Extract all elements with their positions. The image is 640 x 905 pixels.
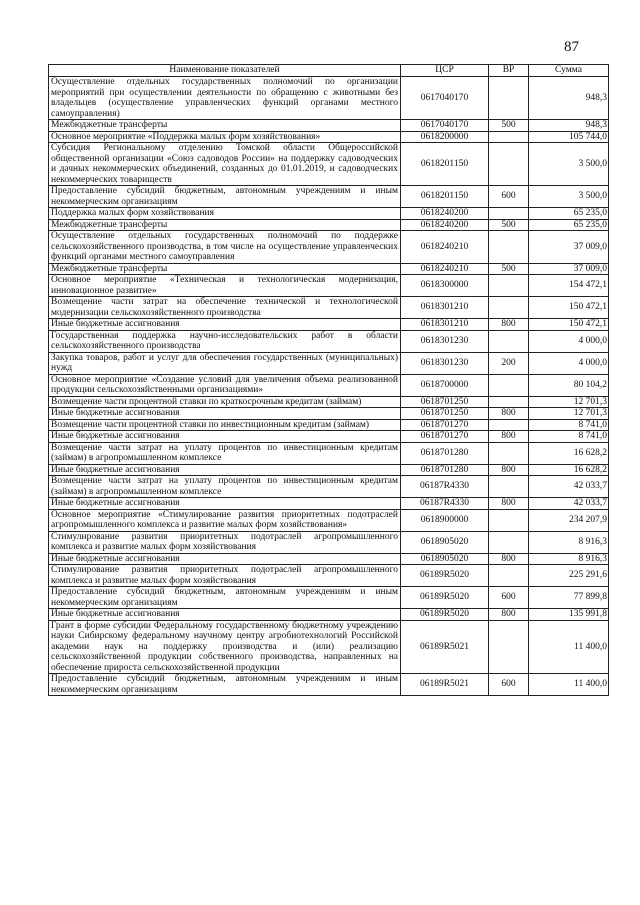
table-row [49, 553, 609, 565]
cell-name: Осуществление отдельных государственных полномочий по поддержке сельскохозяйственного производства, в том числе на осуществление управленческих функций органами местного самоуправления [49, 231, 401, 264]
table-row [49, 263, 609, 275]
cell-csr: 0618905020 [401, 531, 489, 553]
cell-sum: 80 104,2 [529, 374, 609, 396]
cell-vr [489, 442, 529, 464]
cell-sum: 154 472,1 [529, 275, 609, 297]
table-row [49, 396, 609, 408]
cell-csr: 06189R5020 [401, 565, 489, 587]
cell-name: Государственная поддержка научно-исследовательских работ в области сельскохозяйственного производства [49, 330, 401, 352]
cell-vr: 500 [489, 263, 529, 275]
cell-vr [489, 231, 529, 264]
table-row [49, 319, 609, 331]
cell-csr: 0618201150 [401, 143, 489, 186]
cell-csr: 06187R4330 [401, 476, 489, 498]
cell-vr: 800 [489, 319, 529, 331]
cell-csr: 0618240210 [401, 263, 489, 275]
cell-csr: 0618240210 [401, 231, 489, 264]
cell-name: Иные бюджетные ассигнования [49, 431, 401, 443]
cell-vr [489, 208, 529, 220]
cell-csr: 06189R5020 [401, 609, 489, 621]
cell-name: Предоставление субсидий бюджетным, автономным учреждениям и иным некоммерческим организациям [49, 186, 401, 208]
cell-sum: 3 500,0 [529, 143, 609, 186]
cell-name: Иные бюджетные ассигнования [49, 319, 401, 331]
page-number: 87 [564, 39, 579, 55]
table-row [49, 297, 609, 319]
table-row [49, 408, 609, 420]
cell-sum: 4 000,0 [529, 330, 609, 352]
cell-csr: 06187R4330 [401, 498, 489, 510]
cell-csr: 0618701270 [401, 419, 489, 431]
cell-name: Осуществление отдельных государственных полномочий по организации мероприятий при осуществлении деятельности по обращению с животными без владельцев (осуществление управленческих функций органами местного самоуправления) [49, 77, 401, 120]
table-row [49, 219, 609, 231]
cell-name: Межбюджетные трансферты [49, 263, 401, 275]
cell-csr: 0618900000 [401, 509, 489, 531]
cell-sum: 11 400,0 [529, 674, 609, 696]
table-row [49, 131, 609, 143]
table-row [49, 431, 609, 443]
table-row [49, 275, 609, 297]
table-row [49, 498, 609, 510]
cell-vr: 800 [489, 553, 529, 565]
table-row [49, 77, 609, 120]
table-row [49, 620, 609, 674]
cell-vr [489, 275, 529, 297]
budget-table [48, 64, 609, 696]
cell-csr: 0618200000 [401, 131, 489, 143]
cell-csr: 0618701280 [401, 442, 489, 464]
cell-csr: 0618301230 [401, 330, 489, 352]
cell-csr: 0618701250 [401, 396, 489, 408]
cell-sum: 12 701,3 [529, 396, 609, 408]
cell-name: Иные бюджетные ассигнования [49, 553, 401, 565]
header-csr: ЦСР [401, 65, 489, 77]
cell-vr [489, 143, 529, 186]
table-body [49, 77, 609, 696]
cell-csr: 0618701250 [401, 408, 489, 420]
cell-sum: 77 899,8 [529, 587, 609, 609]
cell-sum: 8 741,0 [529, 431, 609, 443]
header-vr: ВР [489, 65, 529, 77]
cell-sum: 135 991,8 [529, 609, 609, 621]
table-row [49, 464, 609, 476]
cell-name: Основное мероприятие «Техническая и технологическая модернизация, инновационное развитие» [49, 275, 401, 297]
cell-vr [489, 509, 529, 531]
cell-csr: 0618301230 [401, 352, 489, 374]
cell-name: Возмещение части процентной ставки по краткосрочным кредитам (займам) [49, 396, 401, 408]
cell-sum: 105 744,0 [529, 131, 609, 143]
table-row [49, 587, 609, 609]
cell-csr: 0618240200 [401, 208, 489, 220]
cell-name: Грант в форме субсидии Федеральному государственному бюджетному учреждению науки Сибирскому федеральному научному центру агробиотехнологий Российской академии наук на поддержку производства и (или) реализацию сельскохозяйственной продукции собственного производства, направленных на обеспечение прироста сельскохозяйственной продукции [49, 620, 401, 674]
cell-vr: 800 [489, 431, 529, 443]
cell-vr [489, 531, 529, 553]
table-row [49, 509, 609, 531]
cell-vr: 600 [489, 674, 529, 696]
cell-sum: 8 916,3 [529, 553, 609, 565]
cell-vr [489, 565, 529, 587]
cell-csr: 06189R5021 [401, 674, 489, 696]
cell-sum: 948,3 [529, 120, 609, 132]
cell-vr: 800 [489, 408, 529, 420]
cell-csr: 06189R5020 [401, 587, 489, 609]
table-row [49, 565, 609, 587]
cell-sum: 42 033,7 [529, 476, 609, 498]
cell-vr [489, 131, 529, 143]
cell-csr: 0618700000 [401, 374, 489, 396]
cell-name: Стимулирование развития приоритетных подотраслей агропромышленного комплекса и развитие малых форм хозяйствования [49, 565, 401, 587]
cell-name: Возмещение части затрат на уплату процентов по инвестиционным кредитам (займам) в агропромышленном комплексе [49, 476, 401, 498]
cell-csr: 0618240200 [401, 219, 489, 231]
header-sum: Сумма [529, 65, 609, 77]
cell-name: Предоставление субсидий бюджетным, автономным учреждениям и иным некоммерческим организациям [49, 674, 401, 696]
cell-vr [489, 374, 529, 396]
cell-name: Предоставление субсидий бюджетным, автономным учреждениям и иным некоммерческим организациям [49, 587, 401, 609]
cell-csr: 06189R5021 [401, 620, 489, 674]
cell-sum: 8 916,3 [529, 531, 609, 553]
table-row [49, 609, 609, 621]
cell-sum: 11 400,0 [529, 620, 609, 674]
cell-vr: 500 [489, 120, 529, 132]
cell-csr: 0617040170 [401, 120, 489, 132]
cell-csr: 0618301210 [401, 319, 489, 331]
cell-csr: 0618301210 [401, 297, 489, 319]
cell-sum: 948,3 [529, 77, 609, 120]
cell-csr: 0618201150 [401, 186, 489, 208]
cell-name: Межбюджетные трансферты [49, 120, 401, 132]
cell-vr: 500 [489, 219, 529, 231]
cell-csr: 0617040170 [401, 77, 489, 120]
cell-sum: 65 235,0 [529, 208, 609, 220]
cell-name: Субсидия Региональному отделению Томской области Общероссийской общественной организации «Союз садоводов России» на поддержку садоводческих и дачных некоммерческих объединений, созданных до 01.01.2019, и садоводческих некоммерческих товариществ [49, 143, 401, 186]
cell-csr: 0618701280 [401, 464, 489, 476]
cell-name: Иные бюджетные ассигнования [49, 408, 401, 420]
table-row [49, 476, 609, 498]
table-row [49, 442, 609, 464]
cell-name: Закупка товаров, работ и услуг для обеспечения государственных (муниципальных) нужд [49, 352, 401, 374]
cell-name: Иные бюджетные ассигнования [49, 498, 401, 510]
cell-vr: 800 [489, 609, 529, 621]
cell-sum: 150 472,1 [529, 319, 609, 331]
table-row [49, 374, 609, 396]
cell-name: Межбюджетные трансферты [49, 219, 401, 231]
table-row [49, 674, 609, 696]
cell-vr [489, 330, 529, 352]
table-row [49, 143, 609, 186]
table-row [49, 419, 609, 431]
table-row [49, 531, 609, 553]
cell-vr [489, 419, 529, 431]
cell-sum: 150 472,1 [529, 297, 609, 319]
cell-name: Возмещение части затрат на обеспечение технической и технологической модернизации сельскохозяйственного производства [49, 297, 401, 319]
cell-sum: 37 009,0 [529, 231, 609, 264]
cell-csr: 0618300000 [401, 275, 489, 297]
table-row [49, 352, 609, 374]
cell-sum: 225 291,6 [529, 565, 609, 587]
cell-vr [489, 297, 529, 319]
cell-name: Поддержка малых форм хозяйствования [49, 208, 401, 220]
table-row [49, 186, 609, 208]
table-header-row [49, 65, 609, 77]
cell-csr: 0618905020 [401, 553, 489, 565]
cell-name: Основное мероприятие «Поддержка малых форм хозяйствования» [49, 131, 401, 143]
table-row [49, 208, 609, 220]
cell-name: Возмещение части затрат на уплату процентов по инвестиционным кредитам (займам) в агропромышленном комплексе [49, 442, 401, 464]
cell-sum: 8 741,0 [529, 419, 609, 431]
cell-sum: 16 628,2 [529, 442, 609, 464]
cell-name: Иные бюджетные ассигнования [49, 609, 401, 621]
cell-sum: 234 207,9 [529, 509, 609, 531]
cell-sum: 3 500,0 [529, 186, 609, 208]
header-name: Наименование показателей [49, 65, 401, 77]
cell-vr [489, 476, 529, 498]
cell-vr: 800 [489, 464, 529, 476]
table-row [49, 330, 609, 352]
table-row [49, 231, 609, 264]
cell-vr [489, 396, 529, 408]
cell-sum: 4 000,0 [529, 352, 609, 374]
cell-csr: 0618701270 [401, 431, 489, 443]
cell-name: Основное мероприятие «Стимулирование развития приоритетных подотраслей агропромышленного комплекса и развитие малых форм хозяйствования» [49, 509, 401, 531]
cell-vr: 600 [489, 587, 529, 609]
cell-name: Возмещение части процентной ставки по инвестиционным кредитам (займам) [49, 419, 401, 431]
cell-sum: 65 235,0 [529, 219, 609, 231]
cell-sum: 16 628,2 [529, 464, 609, 476]
cell-vr: 200 [489, 352, 529, 374]
table-row [49, 120, 609, 132]
cell-vr [489, 77, 529, 120]
cell-name: Иные бюджетные ассигнования [49, 464, 401, 476]
cell-vr: 600 [489, 186, 529, 208]
cell-name: Стимулирование развития приоритетных подотраслей агропромышленного комплекса и развитие малых форм хозяйствования [49, 531, 401, 553]
cell-sum: 42 033,7 [529, 498, 609, 510]
cell-vr: 800 [489, 498, 529, 510]
cell-sum: 37 009,0 [529, 263, 609, 275]
cell-name: Основное мероприятие «Создание условий для увеличения объема реализованной продукции сельскохозяйственными организациями» [49, 374, 401, 396]
cell-vr [489, 620, 529, 674]
cell-sum: 12 701,3 [529, 408, 609, 420]
